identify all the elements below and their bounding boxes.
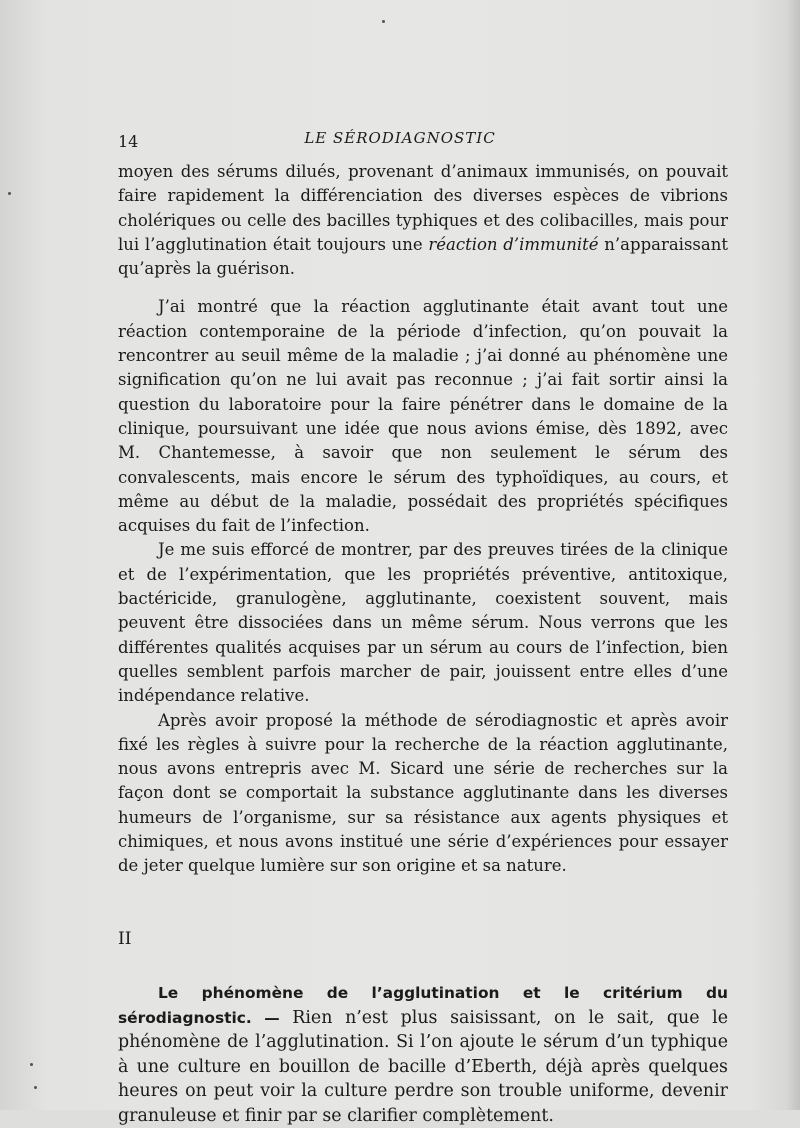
page-number: 14 <box>118 132 139 151</box>
running-head: LE SÉRODIAGNOSTIC <box>304 129 496 147</box>
paper-speck <box>8 192 11 195</box>
paragraph: Je me suis efforcé de montrer, par des preuves tirées de la clinique et de l’expérimentation, que les propriétés préventive, antitoxique, bactéricide, granulogène, agglutinante, coexistent souvent, mais peuvent être dissociées dans un même sérum. Nous verrons que les différentes qualités acquises par un sérum au cours de l’infection, bien quelles semblent parfois marcher de pair, jouissent entre elles d’une indépendance relative. <box>118 540 728 706</box>
section-numeral: II <box>118 928 132 949</box>
paragraph-text: moyen des sérums dilués, provenant d’animaux immunisés, on pouvait faire rapidement la différenciation des diverses espèces de vibrions cholériques ou celle des bacilles typhiques et des colibacilles, mais pour lui l’agglutination était toujours une <box>118 162 728 254</box>
page-gutter-shadow <box>786 0 800 1110</box>
paper-speck <box>30 1063 33 1066</box>
paper-speck <box>34 1086 37 1089</box>
paragraph: J’ai montré que la réaction agglutinante était avant tout une réaction contemporaine de la période d’infection, qu’on pouvait la rencontrer au seuil même de la maladie ; j’ai donné au phénomène une signification qu’on ne lui avait pas reconnue ; j’ai fait sortir ainsi la question du laboratoire pour la faire pénétrer dans le domaine de la clinique, poursuivant une idée que nous avions émise, dès 1892, avec M. Chantemesse, à savoir que non seulement le sérum des convalescents, mais encore le sérum des typhoïdiques, au cours, et même au début de la maladie, possédait des propriétés spécifiques acquises du fait de l’infection. <box>118 297 728 536</box>
paragraph <box>118 981 728 1128</box>
paper-speck <box>382 20 385 23</box>
paragraph <box>118 160 728 281</box>
section-title: Le phénomène de l’agglutination et le critérium du sérodiagnostic. — <box>118 983 728 1027</box>
paragraph: Après avoir proposé la méthode de sérodiagnostic et après avoir fixé les règles à suivre pour la recherche de la réaction agglutinante, nous avons entrepris avec M. Sicard une série de recherches sur la façon dont se comportait la substance agglutinante dans les diverses humeurs de l’organisme, sur sa résistance aux agents physiques et chimiques, et nous avons institué une série d’expériences pour essayer de jeter quelque lumière sur son origine et sa nature. <box>118 710 728 876</box>
paragraph-text: n’apparaissant qu’après la guérison. <box>118 234 728 279</box>
body-text <box>118 160 728 1128</box>
emphasis-text: réaction d’immunité <box>428 234 599 254</box>
paragraph-text: Rien n’est plus saisissant, on le sait, que le phénomène de l’agglutination. Si l’on ajoute le sérum d’un typhique à une culture en bouillon de bacille d’Eberth, déjà après quelques heures on peut voir la culture perdre son trouble uniforme, devenir granuleuse et finir par se clarifier complètement. <box>118 1007 728 1126</box>
